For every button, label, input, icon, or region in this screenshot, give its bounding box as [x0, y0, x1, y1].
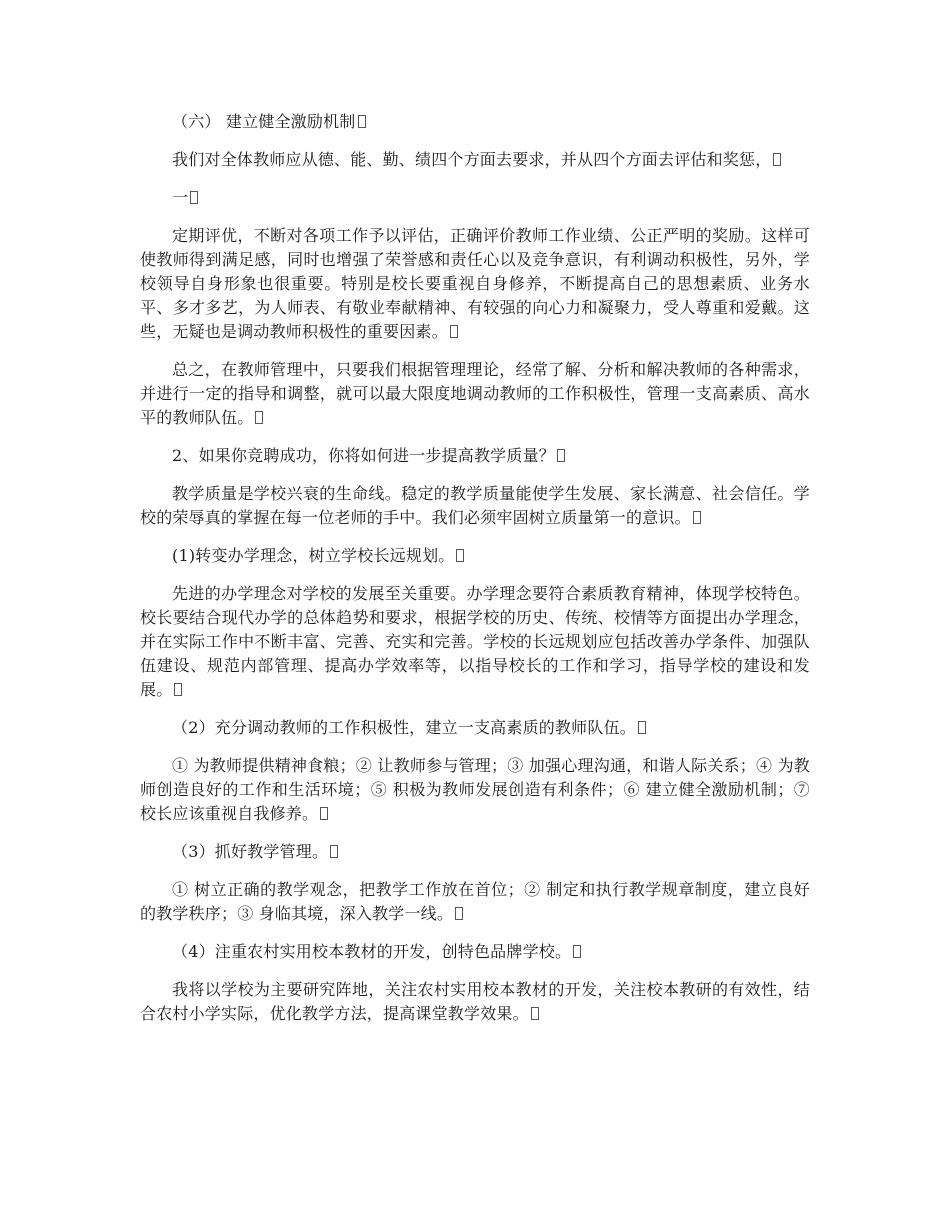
paragraph-mark-icon: [174, 683, 182, 696]
document-page: [140, 110, 810, 1040]
paragraph-mark-icon: [330, 845, 338, 858]
paragraph-mark-icon: [638, 721, 646, 734]
subheading-teacher-motivation: [140, 716, 810, 740]
paragraph-text: 定期评优，不断对各项工作予以评估，正确评价教师工作业绩、公正严明的奖励。这样可使教师得到满足感，同时也增强了荣誉感和责任心以及竞争意识，有利调动积极性，另外，学校领导自身形象也很重要。特别是校长要重视自身修养，不断提高自己的思想素质、业务水平、多才多艺，为人师表、有敬业奉献精神、有较强的向心力和凝聚力，受人尊重和爱戴。这些，无疑也是调动教师积极性的重要因素。: [140, 226, 810, 341]
paragraph-mark-icon: [456, 549, 464, 562]
question-heading-teaching-quality: [140, 444, 810, 468]
paragraph-text: （2）充分调动教师的工作积极性，建立一支高素质的教师队伍。: [172, 718, 636, 737]
paragraph-mark-icon: [773, 153, 781, 166]
paragraph-evaluation-aspects: [140, 148, 810, 172]
paragraph-research-base: [140, 978, 810, 1026]
subheading-school-textbooks: [140, 940, 810, 964]
paragraph-mark-icon: [455, 907, 463, 920]
paragraph-text: （4）注重农村实用校本教材的开发，创特色品牌学校。: [172, 942, 572, 961]
paragraph-regular-evaluation: [140, 224, 810, 344]
paragraph-text: （六） 建立健全激励机制: [172, 112, 356, 131]
paragraph-mark-icon: [320, 807, 328, 820]
paragraph-text: 一: [172, 188, 189, 207]
paragraph-text: 2、如果你竞聘成功，你将如何进一步提高教学质量？: [172, 446, 555, 465]
paragraph-teaching-quality-lifeline: [140, 482, 810, 530]
subheading-teaching-management: [140, 840, 810, 864]
paragraph-mark-icon: [693, 511, 701, 524]
paragraph-text: 教学质量是学校兴衰的生命线。稳定的教学质量能使学生发展、家长满意、社会信任。学校的荣辱真的掌握在每一位老师的手中。我们必须牢固树立质量第一的意识。: [140, 484, 810, 527]
paragraph-dash: [140, 186, 810, 210]
paragraph-text: ① 树立正确的教学观念，把教学工作放在首位；② 制定和执行教学规章制度，建立良好的教学秩序；③ 身临其境，深入教学一线。: [140, 880, 810, 923]
paragraph-text: （3）抓好教学管理。: [172, 842, 329, 861]
paragraph-text: 总之，在教师管理中，只要我们根据管理理论，经常了解、分析和解决教师的各种需求，并进行一定的指导和调整，就可以最大限度地调动教师的工作积极性，管理一支高素质、高水平的教师队伍。: [140, 360, 810, 427]
paragraph-text: (1)转变办学理念，树立学校长远规划。: [172, 546, 455, 565]
paragraph-mark-icon: [358, 115, 366, 128]
paragraph-text: 我们对全体教师应从德、能、勤、绩四个方面去要求，并从四个方面去评估和奖惩，: [172, 150, 772, 169]
paragraph-mark-icon: [255, 411, 263, 424]
paragraph-mark-icon: [450, 325, 458, 338]
paragraph-text: ① 为教师提供精神食粮；② 让教师参与管理；③ 加强心理沟通，和谐人际关系；④ 为教师创造良好的工作和生活环境；⑤ 积极为教师发展创造有利条件；⑥ 建立健全激励机制；⑦ 校长应该重视自我修养。: [140, 756, 810, 823]
paragraph-mark-icon: [557, 449, 565, 462]
paragraph-text: 先进的办学理念对学校的发展至关重要。办学理念要符合素质教育精神，体现学校特色。校长要结合现代办学的总体趋势和要求，根据学校的历史、传统、校情等方面提出办学理念，并在实际工作中不断丰富、完善、充实和完善。学校的长远规划应包括改善办学条件、加强队伍建设、规范内部管理、提高办学效率等，以指导校长的工作和学习，指导学校的建设和发展。: [140, 584, 810, 699]
paragraph-mark-icon: [573, 945, 581, 958]
paragraph-summary: [140, 358, 810, 430]
section-heading-incentive-mechanism: [140, 110, 810, 134]
paragraph-mark-icon: [531, 1007, 539, 1020]
paragraph-management-list: [140, 878, 810, 926]
paragraph-motivation-list: [140, 754, 810, 826]
paragraph-mark-icon: [190, 191, 198, 204]
paragraph-advanced-philosophy: [140, 582, 810, 702]
paragraph-text: 我将以学校为主要研究阵地，关注农村实用校本教材的开发，关注校本教研的有效性，结合农村小学实际，优化教学方法，提高课堂教学效果。: [140, 980, 810, 1023]
subheading-school-philosophy: [140, 544, 810, 568]
